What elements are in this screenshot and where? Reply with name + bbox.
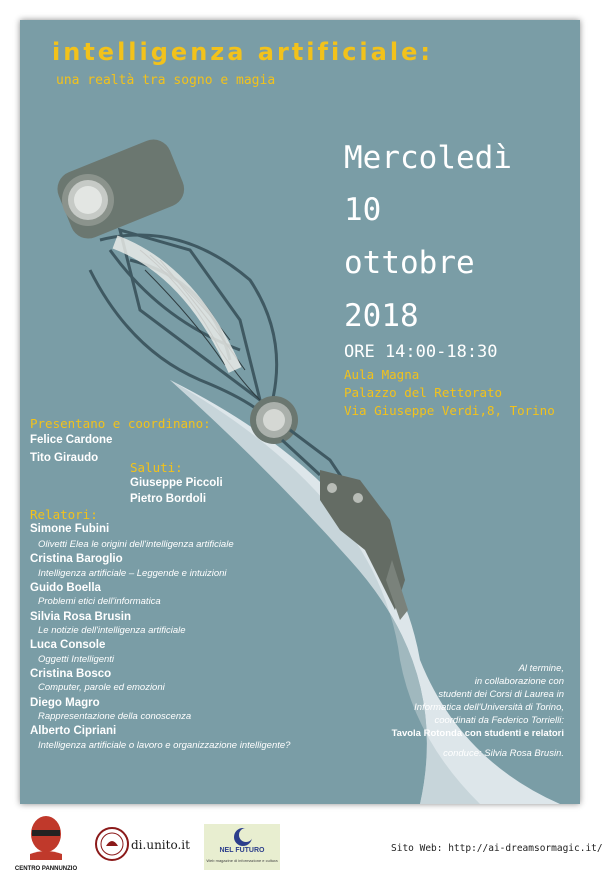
speaker-name: Alberto Cipriani bbox=[30, 725, 117, 737]
poster bbox=[20, 20, 580, 804]
location-line: Palazzo del Rettorato bbox=[344, 385, 503, 400]
crescent-icon bbox=[232, 826, 254, 848]
logo1-text: CENTRO PANNUNZIO bbox=[14, 866, 78, 872]
speaker-talk: Problemi etici dell'informatica bbox=[38, 596, 161, 607]
date-day: 10 bbox=[344, 192, 382, 228]
event-time: ORE 14:00-18:30 bbox=[344, 342, 498, 362]
logo2-text: di.unito.it bbox=[131, 838, 190, 852]
moderator-line: conduce: Silvia Rosa Brusin. bbox=[443, 748, 564, 759]
speaker-name: Silvia Rosa Brusin bbox=[30, 611, 131, 623]
date-weekday: Mercoledì bbox=[344, 140, 512, 176]
speaker-talk: Olivetti Elea le origini dell'intelligenza artificiale bbox=[38, 539, 234, 550]
speaker-talk: Oggetti Intelligenti bbox=[38, 654, 115, 665]
logo3-sub: Web magazine di informazione e cultura bbox=[206, 858, 278, 863]
presenter-name: Felice Cardone bbox=[30, 434, 113, 446]
logo3-name: NEL FUTURO bbox=[219, 847, 265, 854]
speaker-name: Cristina Baroglio bbox=[30, 553, 123, 565]
closing-line: Informatica dell'Università di Torino, bbox=[414, 702, 564, 713]
speaker-talk: Rappresentazione della conoscenza bbox=[38, 711, 192, 722]
greeting-name: Giuseppe Piccoli bbox=[130, 477, 223, 489]
greetings-heading: Saluti: bbox=[130, 460, 183, 475]
event-title: intelligenza artificiale: bbox=[52, 38, 433, 66]
speaker-name: Cristina Bosco bbox=[30, 668, 112, 680]
speaker-talk: Intelligenza artificiale – Leggende e intuizioni bbox=[38, 568, 227, 579]
speaker-name: Simone Fubini bbox=[30, 523, 110, 535]
closing-line: studenti dei Corsi di Laurea in bbox=[438, 689, 564, 700]
date-year: 2018 bbox=[344, 298, 419, 334]
speaker-name: Luca Console bbox=[30, 639, 106, 651]
presenter-name: Tito Giraudo bbox=[30, 452, 99, 464]
nel-futuro-logo bbox=[204, 824, 280, 870]
closing-line: coordinati da Federico Torrielli: bbox=[434, 715, 564, 726]
location-line: Via Giuseppe Verdi,8, Torino bbox=[344, 403, 555, 418]
closing-line: in collaborazione con bbox=[474, 676, 564, 687]
location-line: Aula Magna bbox=[344, 367, 420, 382]
speaker-talk: Computer, parole ed emozioni bbox=[38, 682, 165, 693]
presenters-heading: Presentano e coordinano: bbox=[30, 416, 211, 431]
speaker-name: Guido Boella bbox=[30, 582, 101, 594]
greeting-name: Pietro Bordoli bbox=[130, 493, 207, 505]
speaker-talk: Intelligenza artificiale o lavoro e organizzazione intelligente? bbox=[38, 740, 291, 751]
centro-pannunzio-logo bbox=[14, 814, 78, 874]
roundtable-line: Tavola Rotonda con studenti e relatori bbox=[391, 728, 564, 739]
event-subtitle: una realtà tra sogno e magia bbox=[56, 73, 276, 88]
speakers-heading: Relatori: bbox=[30, 507, 98, 522]
university-seal-icon bbox=[94, 826, 130, 862]
date-month: ottobre bbox=[344, 245, 475, 281]
speaker-name: Diego Magro bbox=[30, 697, 100, 709]
closing-line: Al termine, bbox=[518, 663, 564, 674]
website-link[interactable]: Sito Web: http://ai-dreamsormagic.it/ bbox=[391, 843, 603, 854]
speaker-talk: Le notizie dell'intelligenza artificiale bbox=[38, 625, 186, 636]
